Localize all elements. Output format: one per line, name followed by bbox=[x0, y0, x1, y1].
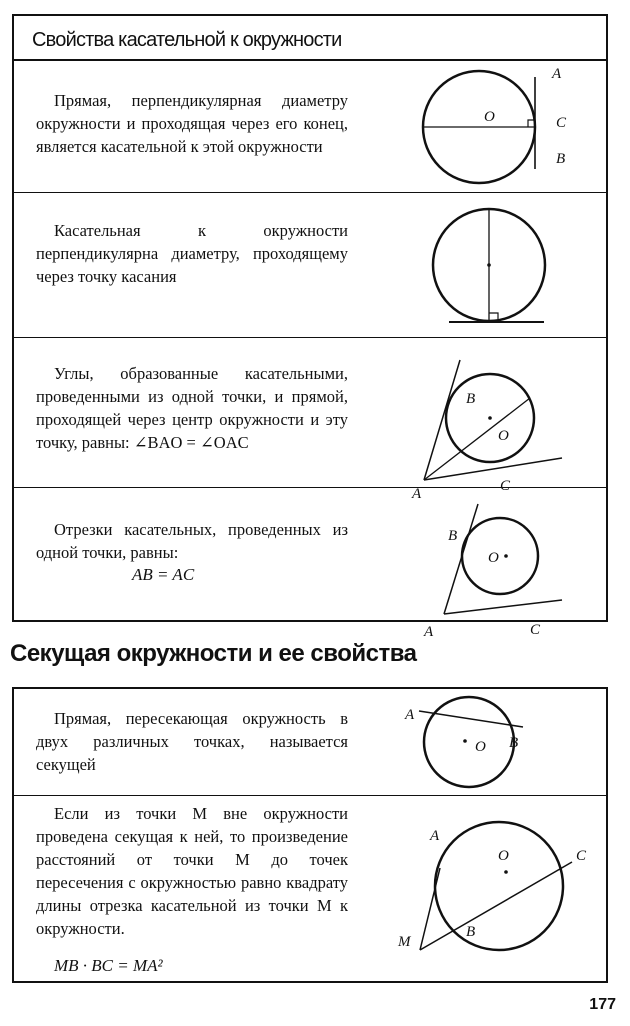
equal-tangents-figure bbox=[414, 490, 584, 640]
formula: AB = AC bbox=[132, 565, 195, 584]
row-text: Отрезки касательных, проведенных из одной точки, равны: bbox=[36, 520, 348, 562]
label-a: A bbox=[412, 486, 422, 502]
label-a: A bbox=[405, 707, 415, 723]
circle bbox=[462, 518, 538, 594]
table-title: Свойства касательной к окружности bbox=[14, 16, 606, 61]
section-title: Секущая окружности и ее свойства bbox=[10, 640, 417, 667]
center-point bbox=[463, 739, 467, 743]
secant-properties-table bbox=[12, 687, 608, 983]
table-row bbox=[14, 61, 606, 192]
label-a: A bbox=[430, 828, 440, 844]
table-row bbox=[14, 192, 606, 337]
row-text: Прямая, перпендикулярная диаметру окружности и проходящая через его конец, является касательной к этой окружности bbox=[36, 91, 348, 156]
label-a: A bbox=[424, 624, 434, 640]
label-b: B bbox=[556, 151, 566, 167]
label-o: O bbox=[484, 109, 495, 125]
label-a: A bbox=[552, 66, 562, 82]
page-number: 177 bbox=[589, 996, 616, 1013]
label-b: B bbox=[466, 924, 476, 940]
line-ao bbox=[424, 398, 530, 480]
label-b: B bbox=[509, 735, 519, 751]
tangent-ma bbox=[420, 868, 440, 950]
row-text: Углы, образованные касательными, проведенными из одной точки, и прямой, проходящей через центр окружности и эту точку, равны: ∠BAO = ∠OAC bbox=[36, 364, 348, 452]
label-m: M bbox=[398, 934, 411, 950]
label-c: C bbox=[576, 848, 587, 864]
tangent-diameter-figure bbox=[434, 195, 584, 335]
secant-mc bbox=[420, 862, 572, 950]
label-c: C bbox=[500, 478, 511, 494]
angles-figure bbox=[402, 340, 582, 502]
row-text: Если из точки M вне окружности проведена секущая к ней, то произведение расстояний от точки M до точек пересечения с окружностью равно квадрату длины отрезка касательной из точки M к окружности. bbox=[36, 804, 348, 938]
label-c: C bbox=[530, 622, 541, 638]
tangent-ab bbox=[444, 504, 478, 614]
center-point bbox=[487, 263, 491, 267]
tangent-ac bbox=[444, 600, 562, 614]
tangent-properties-table bbox=[12, 14, 608, 640]
center-point bbox=[488, 416, 492, 420]
circle bbox=[424, 697, 514, 787]
label-o: O bbox=[488, 550, 499, 566]
center-point bbox=[504, 554, 508, 558]
table-row bbox=[14, 487, 606, 640]
label-c: C bbox=[556, 115, 567, 131]
row-text: Касательная к окружности перпендикулярна диаметру, проходящему через точку касания bbox=[36, 221, 348, 286]
secant-tangent-figure bbox=[384, 800, 594, 980]
table-row bbox=[14, 337, 606, 502]
label-o: O bbox=[498, 848, 509, 864]
center-point bbox=[504, 870, 508, 874]
formula: MB · BC = MA² bbox=[54, 956, 163, 975]
tangent-ab bbox=[424, 360, 460, 480]
table-row bbox=[14, 689, 606, 795]
tangent-perpendicular-figure bbox=[414, 63, 594, 191]
label-b: B bbox=[466, 391, 476, 407]
label-o: O bbox=[498, 428, 509, 444]
label-o: O bbox=[475, 739, 486, 755]
row-text: Прямая, пересекающая окружность в двух различных точках, называется секущей bbox=[36, 709, 348, 774]
label-b: B bbox=[448, 528, 458, 544]
table-row bbox=[14, 795, 606, 981]
secant-figure bbox=[399, 689, 559, 793]
